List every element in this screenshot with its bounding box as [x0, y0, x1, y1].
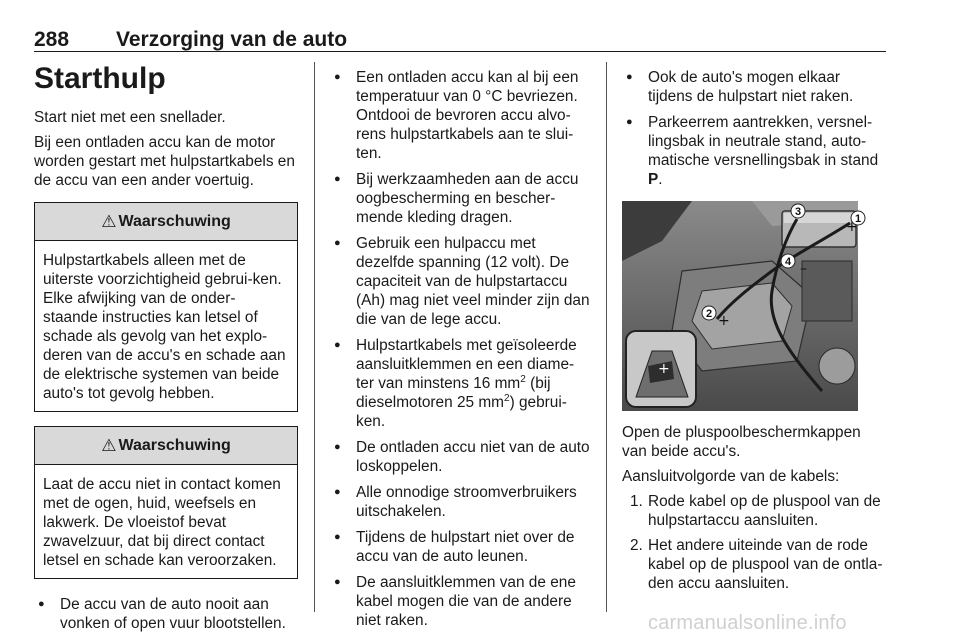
column-divider [606, 62, 607, 612]
svg-text:–: – [800, 261, 807, 277]
svg-text:+: + [658, 361, 670, 377]
step-number: 2. [630, 537, 643, 554]
svg-text:+: + [718, 313, 730, 329]
list-item [622, 113, 888, 189]
numbered-list [622, 492, 888, 593]
intro-paragraph: Bij een ontladen accu kan de motor worden gestart met hulpstartkabels en de accu van een ander voertuig. [34, 134, 295, 189]
warning-box [34, 202, 298, 412]
gear-position-label: P [648, 171, 659, 188]
list-item-text: . [658, 171, 663, 188]
step-text: Rode kabel op de pluspool van de hulpstartaccu aansluiten. [648, 493, 881, 529]
bullet-list [622, 68, 888, 189]
list-item: ● Bij werkzaamheden aan de accu oogbescherming en bescher-mende kleding dragen. [330, 170, 592, 227]
warning-heading [35, 203, 297, 241]
column-3 [622, 68, 888, 599]
figure-callout-3: 3 [795, 206, 802, 218]
list-item: ● Ook de auto's mogen elkaar tijdens de hulpstart niet raken. [622, 68, 888, 106]
warning-triangle-icon: ⚠ [101, 212, 117, 231]
svg-text:+: + [846, 219, 858, 235]
step-number: 1. [630, 493, 643, 510]
list-item: ● Gebruik een hulpaccu met dezelfde spanning (12 volt). De capaciteit van de hulpstartaccu (Ah) mag niet veel minder zijn dan die van de lege accu. [330, 234, 592, 329]
step-text: Het andere uiteinde van de rode kabel op de pluspool van de ontla-den accu aansluiten. [648, 537, 883, 592]
section-title: Starthulp [34, 62, 166, 95]
list-item: ● Een ontladen accu kan al bij een temperatuur van 0 °C bevriezen. Ontdooi de bevroren accu alvo-rens hulpstartkabels aan te slui-ten. [330, 68, 592, 163]
list-item: ● Tijdens de hulpstart niet over de accu van de auto leunen. [330, 528, 592, 566]
figure-callout-2: 2 [706, 308, 713, 320]
warning-text: Hulpstartkabels alleen met de uiterste voorzichtigheid gebrui-ken. Elke afwijking van de onder-staande instructies kan letsel of schade als gevolg van het explo-deren van de accu's en schade aan de elektrische systemen van beide auto's tot gevolg hebben. [43, 252, 286, 402]
list-item-text: Hulpstartkabels met geïsoleerde aansluitklemmen en een diame-ter van minstens 16 mm [356, 337, 577, 392]
superscript: 2 [520, 373, 526, 385]
list-item [622, 492, 888, 530]
figure-caption: Open de pluspoolbeschermkappen van beide accu's. [622, 424, 861, 460]
list-item [330, 336, 592, 431]
figure-callout-1: 1 [855, 213, 862, 225]
engine-bay-illustration [622, 201, 862, 411]
page-header [34, 28, 886, 52]
warning-box [34, 426, 298, 579]
warning-heading [35, 427, 297, 465]
list-item: ● De accu van de auto nooit aan vonken of open vuur blootstellen. [34, 595, 298, 633]
watermark: carmanualsonline.info [648, 612, 847, 634]
bullet-list [34, 595, 298, 633]
engine-bay-drawing [622, 201, 862, 411]
warning-heading-text: Waarschuwing [118, 213, 231, 230]
column-divider [314, 62, 315, 612]
bullet-list [330, 68, 592, 630]
warning-text: Laat de accu niet in contact komen met de ogen, huid, weefsels en lakwerk. De vloeistof bevat zwavelzuur, dat bij direct contact letsel en schade kan veroorzaken. [43, 476, 281, 569]
superscript: 2 [504, 392, 510, 404]
figure-callout-4: 4 [785, 256, 792, 268]
warning-heading-text: Waarschuwing [118, 437, 231, 454]
running-title: Verzorging van de auto [116, 28, 348, 51]
list-item-text: ) gebrui-ken. [356, 394, 567, 430]
warning-triangle-icon: ⚠ [101, 436, 117, 455]
list-item: ● Alle onnodige stroomverbruikers uitschakelen. [330, 483, 592, 521]
column-1 [34, 60, 298, 640]
instruction-heading: Aansluitvolgorde van de kabels: [622, 468, 840, 485]
page-number: 288 [34, 28, 70, 51]
list-item-text: Parkeerrem aantrekken, versnel-lingsbak in neutrale stand, auto-matische versnellingsbak in stand [648, 114, 879, 169]
list-item: ● De ontladen accu niet van de auto loskoppelen. [330, 438, 592, 476]
column-2 [330, 68, 592, 637]
list-item-text: (bij dieselmotoren 25 mm [356, 375, 551, 411]
intro-paragraph: Start niet met een snellader. [34, 109, 226, 126]
list-item: ● De aansluitklemmen van de ene kabel mogen die van de andere niet raken. [330, 573, 592, 630]
list-item [622, 536, 888, 593]
